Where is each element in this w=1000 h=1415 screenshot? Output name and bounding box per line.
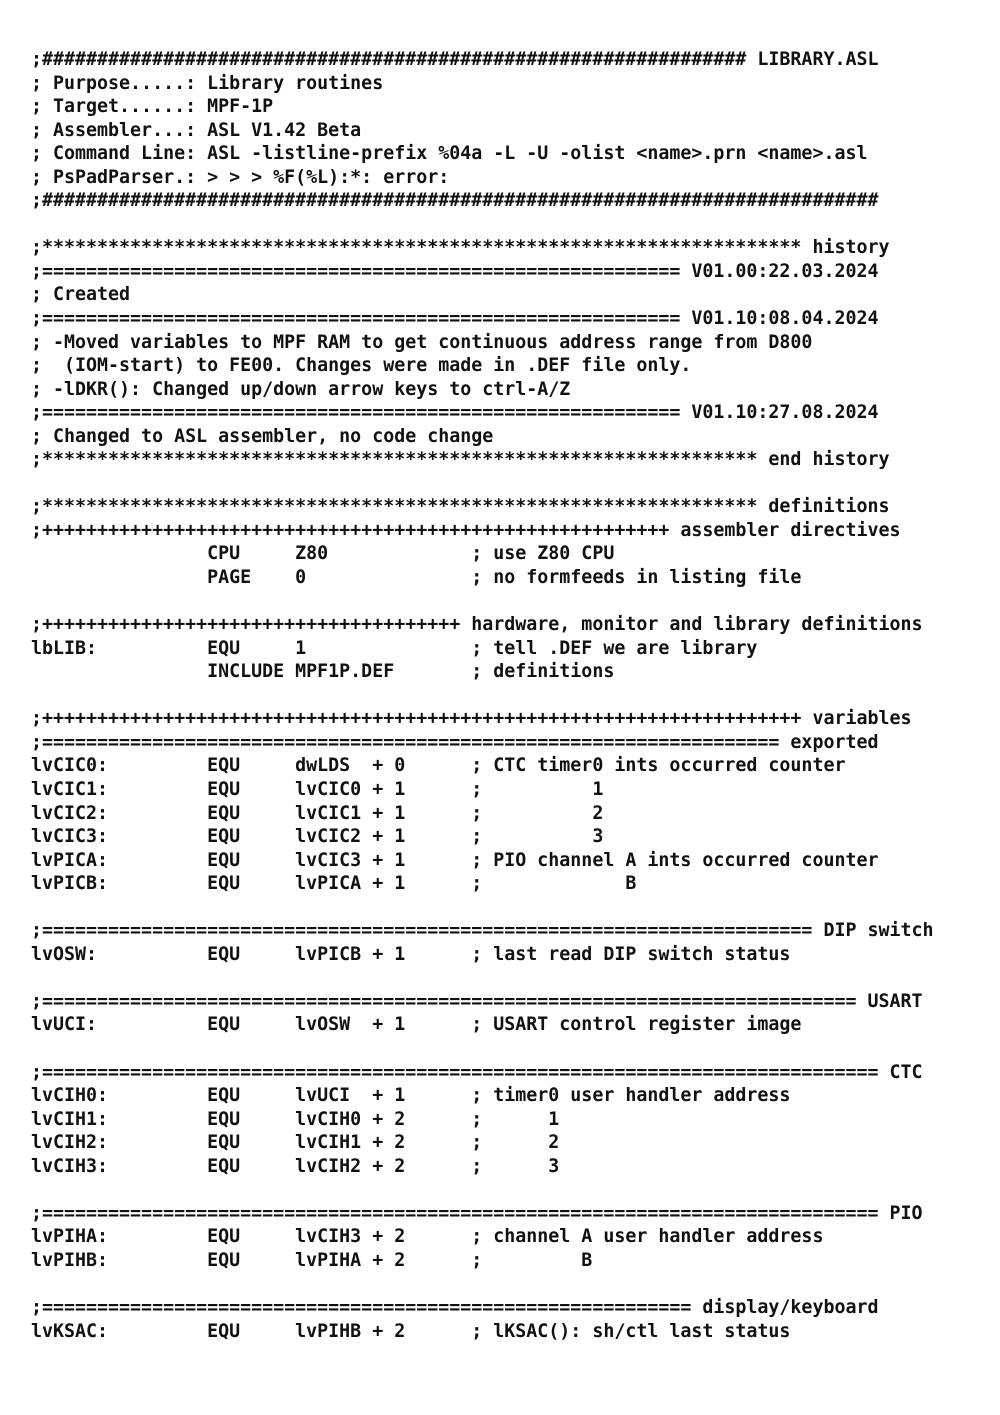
listing-line: ;################################################################ LIBRARY.ASL	[31, 49, 879, 70]
listing-line: ;############################################################################	[31, 190, 879, 212]
listing-line: ; (IOM-start) to FE00. Changes were made in .DEF file only.	[31, 355, 692, 377]
listing-line: lvCIH2: EQU lvCIH1 + 2 ; 2	[31, 1132, 560, 1154]
listing-line	[31, 1037, 991, 1061]
listing-line: ;=================================================================== exported	[31, 731, 879, 753]
listing-line: lvCIH1: EQU lvCIH0 + 2 ; 1	[31, 1108, 560, 1130]
listing-line: ;============================================================================ PIO	[31, 1202, 923, 1224]
listing-line	[31, 590, 991, 614]
listing-line: lvPICA: EQU lvCIC3 + 1 ; PIO channel A ints occurred counter	[31, 849, 879, 871]
listing-line: PAGE 0 ; no formfeeds in listing file	[31, 567, 802, 589]
listing-line: INCLUDE MPF1P.DEF ; definitions	[31, 661, 615, 683]
listing-line: ; Target......: MPF-1P	[31, 96, 274, 118]
listing-line: lvCIC3: EQU lvCIC2 + 1 ; 3	[31, 826, 604, 848]
listing-line: lvPIHA: EQU lvCIH3 + 2 ; channel A user handler address	[31, 1226, 824, 1248]
listing-line: ; Assembler...: ASL V1.42 Beta	[31, 119, 362, 141]
listing-line: ; Created	[31, 284, 131, 306]
listing-line: ; Purpose.....: Library routines	[31, 72, 384, 94]
listing-line: ;********************************************************************* history	[31, 237, 890, 259]
listing-line: lvOSW: EQU lvPICB + 1 ; last read DIP switch status	[31, 943, 791, 965]
listing-line: ;++++++++++++++++++++++++++++++++++++++ hardware, monitor and library definitions	[31, 614, 923, 636]
listing-line: lbLIB: EQU 1 ; tell .DEF we are library	[31, 637, 758, 659]
listing-line: CPU Z80 ; use Z80 CPU	[31, 543, 615, 565]
listing-line	[31, 684, 991, 708]
listing-line: ;========================================================== V01.10:08.04.2024	[31, 308, 879, 330]
listing-line	[31, 966, 991, 990]
listing-line	[31, 1178, 991, 1202]
listing-line: ;***************************************************************** definitions	[31, 496, 890, 518]
listing-line	[31, 472, 991, 496]
listing-line: lvCIC0: EQU dwLDS + 0 ; CTC timer0 ints occurred counter	[31, 755, 846, 777]
listing-line: ;============================================================================ CTC	[31, 1061, 923, 1083]
listing-line: ;=========================================================== display/keyboard	[31, 1296, 879, 1318]
listing-line: ;========================================================== V01.00:22.03.2024	[31, 260, 879, 282]
listing-line: ; PsPadParser.: > > > %F(%L):*: error:	[31, 166, 450, 188]
listing-line	[31, 213, 991, 237]
listing-line: ;====================================================================== DIP switch	[31, 920, 934, 942]
listing-line: lvUCI: EQU lvOSW + 1 ; USART control register image	[31, 1014, 802, 1036]
listing-line: ; -lDKR(): Changed up/down arrow keys to ctrl-A/Z	[31, 378, 571, 400]
listing-line: ;========================================================================== USART	[31, 990, 923, 1012]
listing-line: ; Command Line: ASL -listline-prefix %04a -L -U -olist <name>.prn <name>.asl	[31, 143, 868, 165]
listing-line: lvCIC1: EQU lvCIC0 + 1 ; 1	[31, 778, 604, 800]
listing-line: lvCIC2: EQU lvCIC1 + 1 ; 2	[31, 802, 604, 824]
listing-line: lvKSAC: EQU lvPIHB + 2 ; lKSAC(): sh/ctl last status	[31, 1320, 791, 1342]
listing-line: lvCIH0: EQU lvUCI + 1 ; timer0 user handler address	[31, 1085, 791, 1107]
listing-line: ;***************************************************************** end history	[31, 449, 890, 471]
listing-line: lvCIH3: EQU lvCIH2 + 2 ; 3	[31, 1155, 560, 1177]
listing-line: ;========================================================== V01.10:27.08.2024	[31, 402, 879, 424]
listing-line: lvPIHB: EQU lvPIHA + 2 ; B	[31, 1249, 593, 1271]
listing-line: lvPICB: EQU lvPICA + 1 ; B	[31, 873, 637, 895]
listing-line: ; Changed to ASL assembler, no code change	[31, 425, 494, 447]
listing-line	[31, 1272, 991, 1296]
source-listing	[31, 48, 991, 1343]
listing-line: ;+++++++++++++++++++++++++++++++++++++++++++++++++++++++++++++++++++++ variables	[31, 708, 912, 730]
listing-line: ;+++++++++++++++++++++++++++++++++++++++++++++++++++++++++ assembler directives	[31, 519, 901, 541]
listing-line: ; -Moved variables to MPF RAM to get continuous address range from D800	[31, 331, 813, 353]
listing-line	[31, 896, 991, 920]
